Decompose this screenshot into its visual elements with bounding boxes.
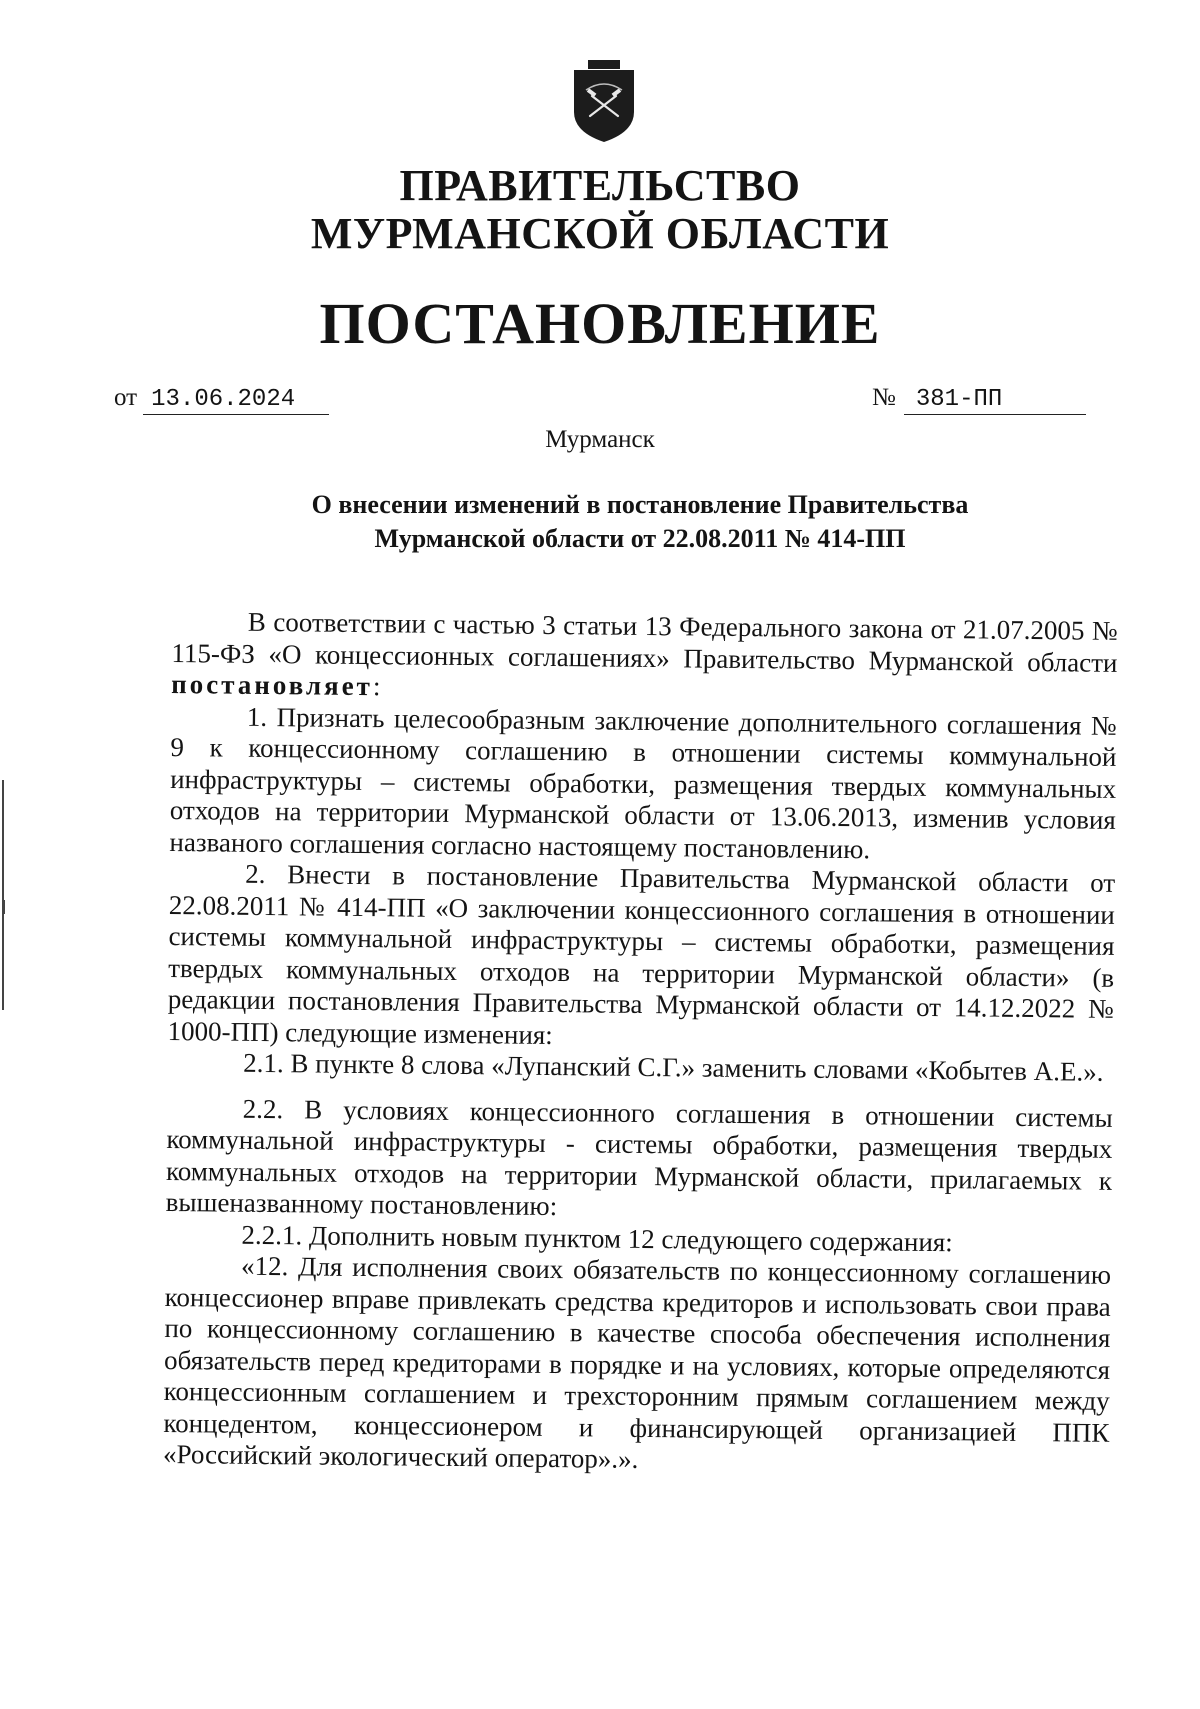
number-label: № bbox=[872, 384, 896, 411]
paragraph-2-2: 2.2. В условиях концессионного соглашения в отношении системы коммунальной инфраструктуры - системы обработки, размещения твердых коммунальных отходов на территории Мурманской области, прилагаемых к вышеназванному постановлению: bbox=[165, 1093, 1113, 1222]
paragraph-2-2-1: 2.2.1. Дополнить новым пунктом 12 следующего содержания: bbox=[241, 1219, 953, 1257]
subject-line2: Мурманской области от 22.08.2011 № 414-ПП bbox=[374, 524, 906, 553]
document-body bbox=[163, 606, 1118, 1480]
scan-margin-line bbox=[2, 780, 4, 1010]
document-number bbox=[872, 384, 1086, 415]
paragraph-2-1: 2.1. В пункте 8 слова «Лупанский С.Г.» заменить словами «Кобытев А.Е.». bbox=[243, 1047, 1104, 1087]
city: Мурманск bbox=[545, 426, 655, 453]
intro-paragraph bbox=[171, 606, 1118, 710]
document-date bbox=[114, 384, 329, 415]
coat-of-arms-icon bbox=[568, 60, 640, 142]
document-subject bbox=[260, 488, 1020, 556]
government-name-line1: ПРАВИТЕЛЬСТВО bbox=[399, 161, 801, 210]
scan-margin-mark bbox=[2, 900, 5, 914]
government-name-line2: МУРМАНСКОЙ ОБЛАСТИ bbox=[310, 209, 890, 258]
date-label: от bbox=[114, 384, 138, 411]
intro-end: : bbox=[372, 671, 381, 702]
document-type-title: ПОСТАНОВЛЕНИЕ bbox=[319, 291, 881, 356]
date-value: 13.06.2024 bbox=[143, 386, 329, 415]
subject-line1: О внесении изменений в постановление Правительства bbox=[311, 490, 969, 519]
number-value: 381-ПП bbox=[904, 386, 1086, 415]
paragraph-12: «12. Для исполнения своих обязательств по концессионному соглашению концессионер вправе привлекать средства кредиторов и использовать свои права по концессионному соглашению в качестве способа обеспечения исполнения обязательств перед кредиторами в порядке и на условиях, которые определяются концессионным соглашением и трехсторонним прямым соглашением между концедентом, концессионером и финансирующей организацией ППК «Российский экологический оператор».». bbox=[162, 1250, 1112, 1474]
intro-text: В соответствии с частью 3 статьи 13 Федерального закона от 21.07.2005 № 115-ФЗ «О концессионных соглашениях» Правительство Мурманской области bbox=[171, 606, 1118, 678]
paragraph-2: 2. Внести в постановление Правительства Мурманской области от 22.08.2011 № 414-ПП «О заключении концессионного соглашения в отношении системы коммунальной инфраструктуры – системы обработки, размещения твердых коммунальных отходов на территории Мурманской области» (в редакции постановления Правительства Мурманской области от 14.12.2022 № 1000-ПП) следующие изменения: bbox=[167, 858, 1116, 1050]
paragraph-1: 1. Признать целесообразным заключение дополнительного соглашения № 9 к концессионному соглашению в отношении системы коммунальной инфраструктуры – системы обработки, размещения твердых коммунальных отходов на территории Мурманской области от 13.06.2013, изменив условия названого соглашения согласно настоящему постановлению. bbox=[169, 701, 1117, 864]
intro-keyword: постановляет bbox=[171, 668, 374, 702]
